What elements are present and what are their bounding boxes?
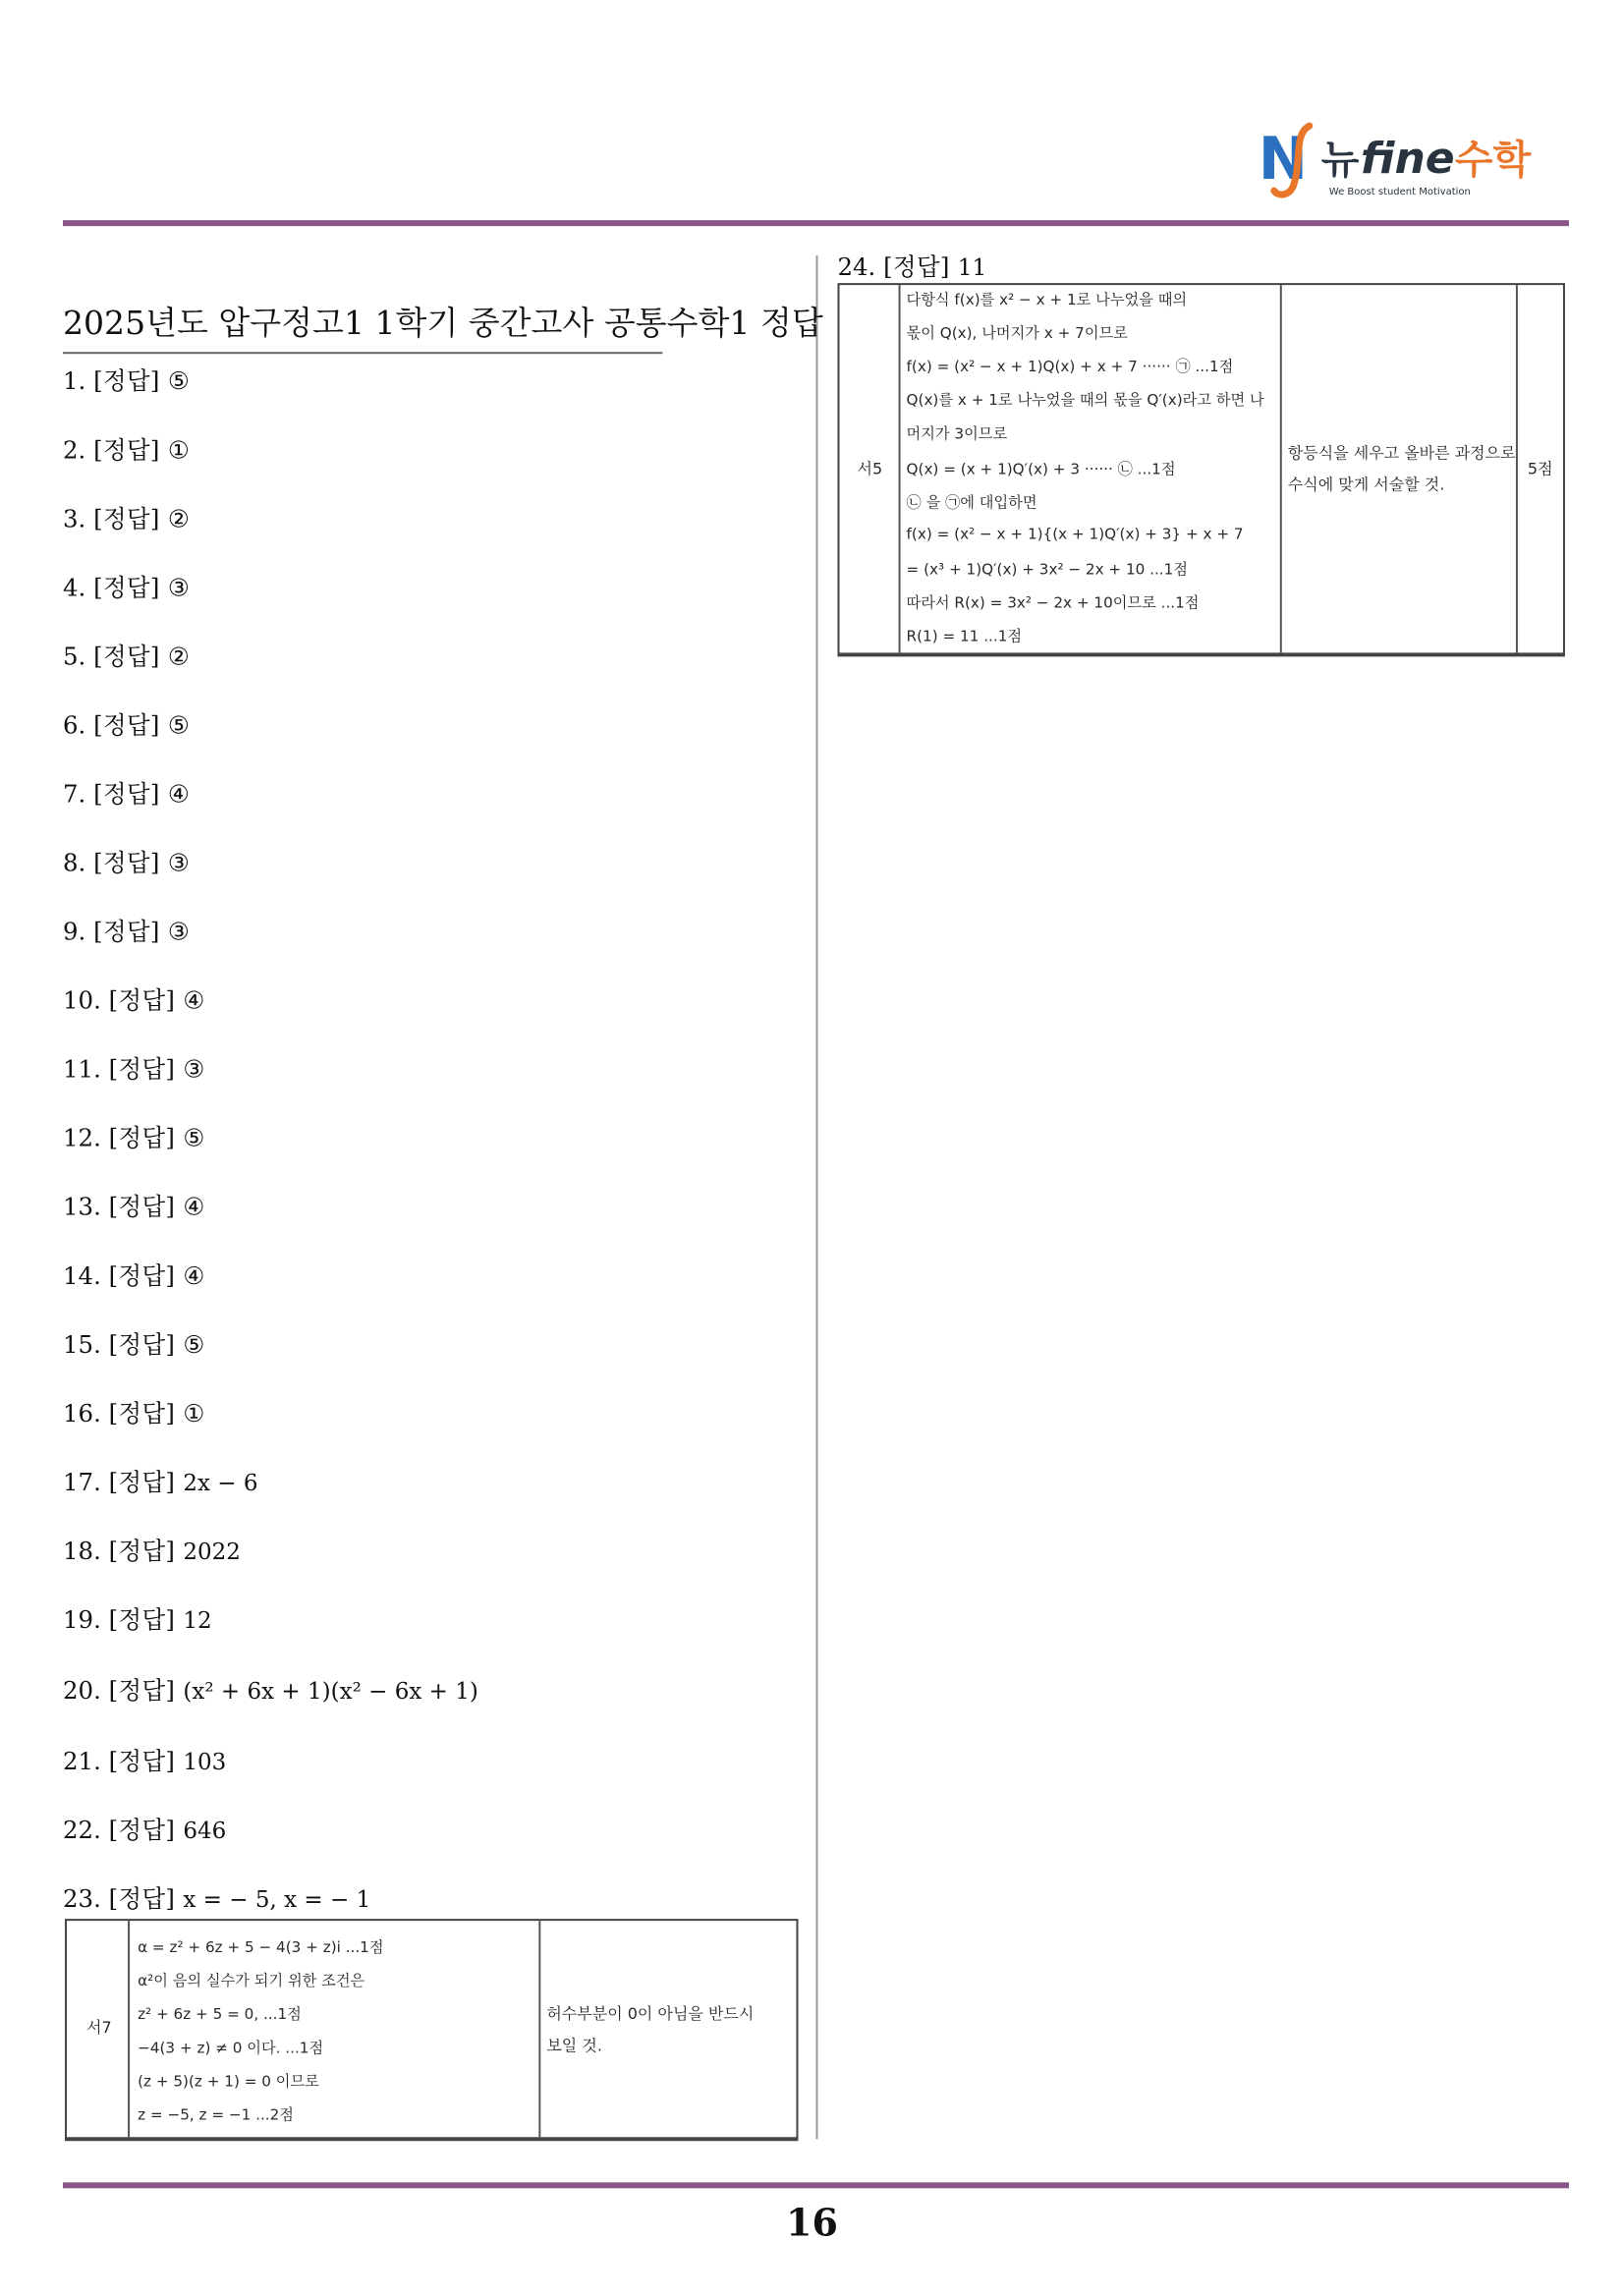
answer-6: 6. [정답] ⑤ (63, 711, 190, 740)
solution-line: ㉡ 을 ㉠에 대입하면 (906, 493, 1037, 512)
table-divider (1516, 285, 1518, 652)
column-divider (815, 255, 817, 2139)
title-underline (63, 352, 662, 354)
answer-1: 1. [정답] ⑤ (63, 367, 190, 396)
solution-line: 다항식 f(x)를 x² − x + 1로 나누었을 때의 (906, 291, 1188, 309)
answer-19: 19. [정답] 12 (63, 1605, 212, 1634)
solution-line: f(x) = (x² − x + 1)Q(x) + x + 7 ······ ㉠ ...1점 (906, 358, 1234, 376)
svg-text:뉴: 뉴 (1320, 138, 1360, 184)
brand-logo (1259, 114, 1553, 204)
solution-line: R(1) = 11 ...1점 (906, 627, 1023, 645)
document-title: 2025년도 압구정고1 1학기 중간고사 공통수학1 정답 (63, 305, 823, 343)
answer-2: 2. [정답] ① (63, 436, 190, 465)
answer-24: 24. [정답] 11 (837, 253, 987, 282)
solution-line: z² + 6z + 5 = 0, ...1점 (138, 2005, 302, 2024)
score-label: 5점 (1527, 460, 1553, 478)
answer-14: 14. [정답] ④ (63, 1261, 205, 1290)
page-number: 16 (786, 2202, 838, 2246)
answer-4: 4. [정답] ③ (63, 574, 190, 602)
solution-line: α²이 음의 실수가 되기 위한 조건은 (138, 1972, 365, 1990)
answer-10: 10. [정답] ④ (63, 986, 205, 1015)
solution-line: z = −5, z = −1 ...2점 (138, 2105, 294, 2124)
svg-text:We Boost student Motivation: We Boost student Motivation (1328, 187, 1471, 198)
scoring-table-24 (838, 283, 1565, 656)
solution-line: 몫이 Q(x), 나머지가 x + 7이므로 (906, 324, 1128, 343)
answer-23: 23. [정답] x = − 5, x = − 1 (63, 1885, 371, 1914)
solution-line: Q(x) = (x + 1)Q′(x) + 3 ······ ㉡ ...1점 (906, 460, 1176, 478)
criteria-line: 항등식을 세우고 올바른 과정으로 (1287, 444, 1516, 463)
solution-line: f(x) = (x² − x + 1){(x + 1)Q′(x) + 3} + x + 7 (906, 525, 1244, 543)
table-divider (1280, 285, 1282, 652)
answer-5: 5. [정답] ② (63, 643, 190, 671)
answer-13: 13. [정답] ④ (63, 1193, 205, 1221)
header-rule (63, 220, 1569, 226)
svg-text:수학: 수학 (1454, 138, 1532, 184)
solution-line: Q(x)를 x + 1로 나누었을 때의 몫을 Q′(x)라고 하면 나 (906, 391, 1264, 410)
criteria-line: 보일 것. (546, 2037, 602, 2055)
answer-17: 17. [정답] 2x − 6 (63, 1468, 258, 1496)
answer-22: 22. [정답] 646 (63, 1817, 227, 1845)
criteria-line: 허수부분이 0이 아님을 반드시 (546, 2005, 755, 2024)
answer-3: 3. [정답] ② (63, 505, 190, 533)
table-divider (538, 1921, 540, 2137)
table-divider (899, 285, 901, 652)
criteria-line: 수식에 맞게 서술할 것. (1287, 476, 1445, 494)
solution-line: (z + 5)(z + 1) = 0 이므로 (138, 2072, 319, 2091)
answer-7: 7. [정답] ④ (63, 780, 190, 809)
answer-18: 18. [정답] 2022 (63, 1537, 241, 1565)
item-label: 서7 (86, 2019, 112, 2038)
item-label: 서5 (857, 460, 883, 478)
solution-line: 따라서 R(x) = 3x² − 2x + 10이므로 ...1점 (906, 593, 1200, 612)
footer-rule (63, 2182, 1569, 2188)
solution-line: 머지가 3이므로 (906, 424, 1008, 443)
solution-line: −4(3 + z) ≠ 0 이다. ...1점 (138, 2039, 324, 2057)
scoring-table-23 (65, 1919, 798, 2141)
answer-8: 8. [정답] ③ (63, 849, 190, 877)
logo-n-mark: N (1258, 125, 1309, 195)
answer-15: 15. [정답] ⑤ (63, 1330, 205, 1359)
answer-21: 21. [정답] 103 (63, 1748, 227, 1776)
answer-20: 20. [정답] (x² + 6x + 1)(x² − 6x + 1) (63, 1677, 478, 1706)
table-divider (128, 1921, 130, 2137)
answer-11: 11. [정답] ③ (63, 1055, 205, 1084)
svg-text:fine: fine (1360, 134, 1455, 185)
solution-line: α = z² + 6z + 5 − 4(3 + z)i ...1점 (138, 1938, 384, 1957)
solution-line: = (x³ + 1)Q′(x) + 3x² − 2x + 10 ...1점 (906, 560, 1189, 579)
answer-9: 9. [정답] ③ (63, 918, 190, 946)
answer-16: 16. [정답] ① (63, 1399, 205, 1428)
answer-12: 12. [정답] ⑤ (63, 1124, 205, 1152)
